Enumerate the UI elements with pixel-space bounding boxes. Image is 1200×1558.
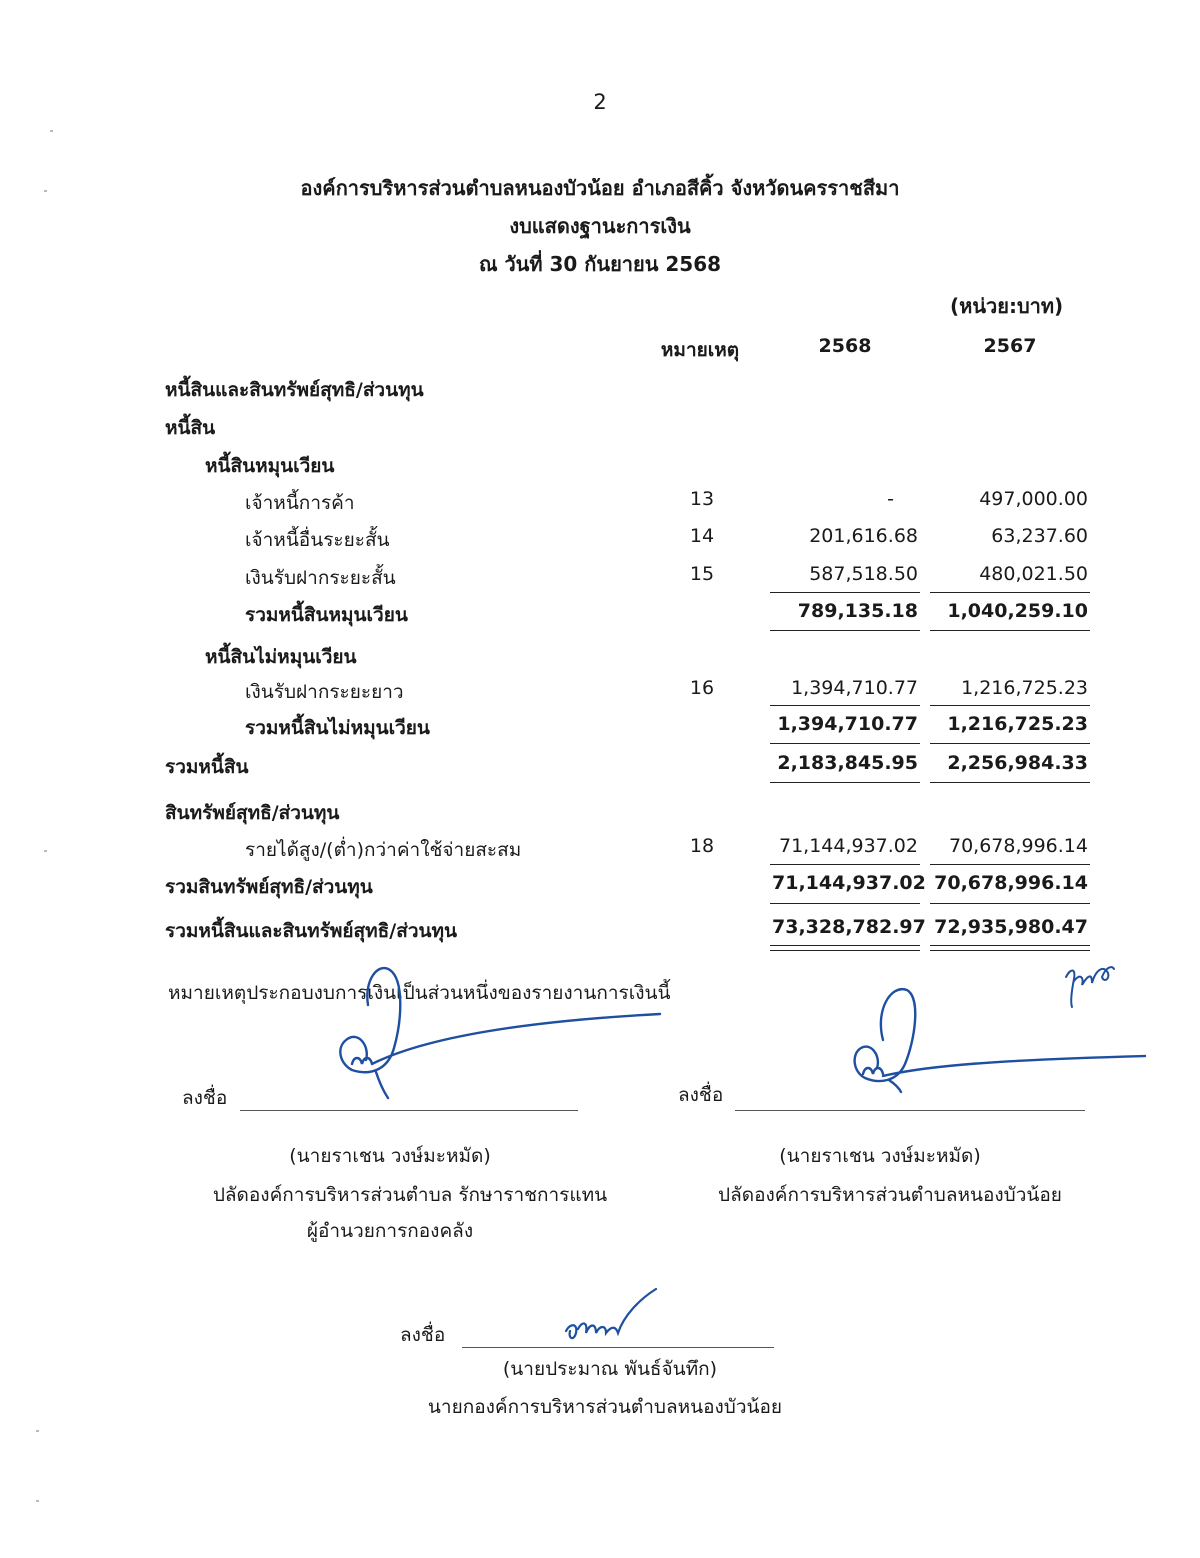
row-value-2567: 1,216,725.23 [947,713,1088,735]
signature-line-left [240,1110,578,1111]
signer-position-left: ปลัดองค์การบริหารส่วนตำบล รักษาราชการแทน [212,1184,608,1206]
row-label: หนี้สินและสินทรัพย์สุทธิ/ส่วนทุน [165,379,424,401]
scan-speck [36,1430,39,1432]
page-number: 2 [593,90,607,114]
handwritten-signature-right [845,980,1165,1100]
currency-unit: (หน่วย:บาท) [950,294,1064,318]
grand-total-row [0,916,1200,948]
row-value-2568: 2,183,845.95 [777,752,918,774]
row-value-2567: 497,000.00 [979,488,1088,510]
column-header-2568: 2568 [818,335,872,357]
signer-position-bottom: นายกองค์การบริหารส่วนตำบลหนองบัวน้อย [427,1396,783,1418]
subtotal-rule [770,864,920,865]
row-value-2568: 201,616.68 [809,525,918,547]
row-label: เจ้าหนี้การค้า [245,492,355,514]
column-header-note: หมายเหตุ [660,339,740,361]
row-value-2568: 1,394,710.77 [777,713,918,735]
row-note: 15 [689,563,715,585]
handwritten-signature-left [330,960,680,1110]
signature-line-right [735,1110,1085,1111]
scan-speck [50,130,53,132]
row-label: รวมหนี้สินไม่หมุนเวียน [245,717,430,739]
section-heading [0,413,1200,445]
statement-title: งบแสดงฐานะการเงิน [509,214,691,238]
row-value-2568: 71,144,937.02 [772,872,926,894]
row-note: 14 [689,525,715,547]
row-value-2568: 73,328,782.97 [772,916,926,938]
column-header-2567: 2567 [983,335,1037,357]
signer-position-right: ปลัดองค์การบริหารส่วนตำบลหนองบัวน้อย [718,1184,1062,1206]
sign-label-left: ลงชื่อ [182,1087,228,1109]
row-label: รายได้สูง/(ต่ำ)กว่าค่าใช้จ่ายสะสม [245,839,522,861]
subtotal-rule [930,705,1090,706]
row-label: สินทรัพย์สุทธิ/ส่วนทุน [165,802,340,824]
subtotal-rule [770,743,920,744]
organization-title: องค์การบริหารส่วนตำบลหนองบัวน้อย อำเภอสีคิ้ว จังหวัดนครราชสีมา [300,176,900,200]
signer-name-right: (นายราเชน วงษ์มะหมัด) [779,1145,981,1167]
section-heading [0,798,1200,830]
subtotal-rule [770,705,920,706]
row-label: หนี้สินหมุนเวียน [205,455,335,477]
row-label: รวมหนี้สินหมุนเวียน [245,604,408,626]
signer-name-bottom: (นายประมาณ พันธ์จันทึก) [502,1358,718,1380]
subtotal-rule [930,743,1090,744]
signature-line-bottom [462,1347,774,1348]
subtotal-rule [930,630,1090,631]
section-heading [0,375,1200,407]
row-value-2567: 72,935,980.47 [934,916,1088,938]
table-row [0,525,1200,557]
row-label: รวมหนี้สิน [165,756,249,778]
row-value-2567: 2,256,984.33 [947,752,1088,774]
sign-label-bottom: ลงชื่อ [400,1324,446,1346]
row-note: 18 [689,835,715,857]
row-value-2567: 1,040,259.10 [947,600,1088,622]
statement-date: ณ วันที่ 30 กันยายน 2568 [478,252,722,276]
row-note: 13 [689,488,715,510]
scan-speck [36,1500,39,1502]
table-row [0,835,1200,867]
subtotal-rule [930,864,1090,865]
row-value-2567: 480,021.50 [979,563,1088,585]
total-row [0,752,1200,784]
row-label: หนี้สิน [165,417,216,439]
row-value-2567: 1,216,725.23 [961,677,1088,699]
row-value-2568: - [887,488,894,510]
row-value-2568: 71,144,937.02 [778,835,918,857]
signer-position-left-line2: ผู้อำนวยการกองคลัง [306,1220,474,1242]
row-label: เงินรับฝากระยะสั้น [245,567,396,589]
subtotal-row [0,713,1200,745]
row-value-2568: 587,518.50 [809,563,918,585]
row-value-2567: 70,678,996.14 [934,872,1088,894]
row-value-2568: 1,394,710.77 [791,677,918,699]
subsection-heading [0,642,1200,674]
total-rule [930,903,1090,904]
subtotal-rule [770,630,920,631]
row-note: 16 [689,677,715,699]
handwritten-signature-bottom [560,1285,670,1355]
total-rule [770,782,920,783]
table-row [0,563,1200,595]
subsection-heading [0,451,1200,483]
total-rule [930,782,1090,783]
sign-label-right: ลงชื่อ [678,1084,724,1106]
row-label: เงินรับฝากระยะยาว [245,681,404,703]
row-value-2567: 63,237.60 [991,525,1088,547]
footnote: หมายเหตุประกอบงบการเงินเป็นส่วนหนึ่งของรายงานการเงินนี้ [168,982,671,1004]
subtotal-rule [770,592,920,593]
row-value-2568: 789,135.18 [797,600,918,622]
double-rule [930,950,1090,951]
table-row [0,488,1200,520]
total-row [0,872,1200,904]
row-label: รวมหนี้สินและสินทรัพย์สุทธิ/ส่วนทุน [165,920,457,942]
double-rule [930,945,1090,946]
row-label: เจ้าหนี้อื่นระยะสั้น [245,529,390,551]
row-label: หนี้สินไม่หมุนเวียน [205,646,357,668]
double-rule [770,950,920,951]
signer-name-left: (นายราเชน วงษ์มะหมัด) [289,1145,491,1167]
total-rule [770,903,920,904]
row-value-2567: 70,678,996.14 [948,835,1088,857]
row-label: รวมสินทรัพย์สุทธิ/ส่วนทุน [165,876,373,898]
double-rule [770,945,920,946]
subtotal-row [0,600,1200,632]
subtotal-rule [930,592,1090,593]
